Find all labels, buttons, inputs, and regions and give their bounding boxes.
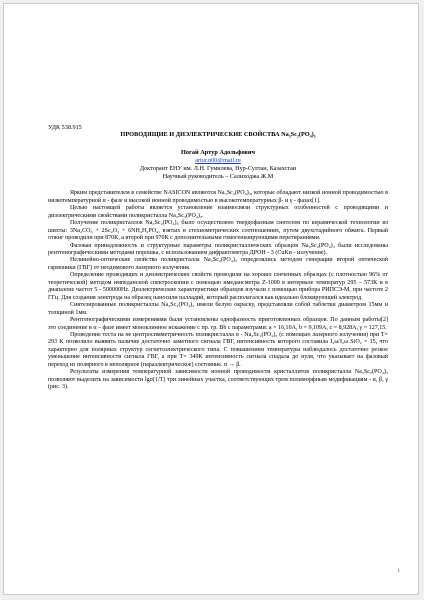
author-name: Ногай Артур Адольфович [180,149,256,157]
scientific-advisor: Научный руководитель – Салиходжа Ж.М [162,172,274,180]
paragraph-impedance: Определение проводящих и диэлектрических свойств проводили на хорошо спеченных образцах (с плотностью 96% от теоретической) методом импедансной спектроскопии с помощью имеданcметра Z-1000 в интервале температур 295 – 573К и в диапазоне частот 5 - 500000Hz. Диэлектрические характеристики образцов изучали с помощью прибора РИПСЭ-М, при частоте 2 ГГц. Для создания электрода на образец наносили палладий, который располагался как идеально блокирующий электрод. [48,272,388,301]
document-page [3,3,419,595]
paragraph-synthesis: Получение поликристаллов Na₃Sc₂(PO₄)₃ было осуществлено твердофазным синтезом по керамической технологии из шихты: 3Na₂CO₃ + 2Sc₂O₃ + 6NH₄H₂PO₄, взятых в стехиометрических соотношениях, путем двухстадийного обжига. Первый отжиг проводили при 870К, а второй при 970К с дополнительными гомогенизирующими перетираниями. [48,220,388,242]
document-title: ПРОВОДЯЩИЕ И ДИЭЛЕКТРИЧЕСКИЕ СВОЙСТВА Na₃Sc₂(PO₄)₃ [120,131,316,139]
paragraph-goal: Целью настоящей работы является установление взаимосвязи структурных особенностей с проводящими и диэлектрическими свойствами поликристалла Na₃Sc₂(PO₄)₃. [48,205,388,219]
paragraph-shg-test: Проведение теста на не центросимметричность поликристалла α - Na₃Sc₂(PO₄)₃ (с помощью лазерного излучения) при T= 293 K позволило выявить наличие достаточно заметного сигнала ГВГ, интенсивность которого составила I₂ω/I₂ω SiO₂ = 15, что характерно для полярных структур сегнетоэлектрического типа. С повышением температуры наблюдалось достаточно резкое уменьшение интенсивности сигнала ГВГ, а при T= 349К интенсивность сигнала спадала до нуля, что указывает на фазовый переход из полярного в неполярное (параэлектрическое) состояние. α → β. [48,332,388,368]
paragraph-nonlinear: Нелинейно-оптические свойства поликристалла Na₃Sc₂(PO₄)₃ определялись методом генерации второй оптической гармоники (ГВГ) от неодимового лазерного излучения. [48,257,388,271]
document-body [48,124,388,392]
paragraph-structure: Рентгенографическими измерениями были установлены однофазность приготовленных образцов. По данным работы[2] это соединение в α – фазе имеет моноклинное искажение с пр. гр. Bb с параметрами: a = 16,10A, b = 9,109A, c = 8,928A, γ = 127,15. [48,317,388,331]
page-number: 1 [397,569,400,574]
paragraph-samples: Синтезированные поликристаллы Na₃Sc₂(PO₄)₃ имели белую окраску, представляли собой таблетки диаметром 15мм и толщиной 1мм. [48,302,388,316]
author-affiliation: Докторант ЕНУ им. Л.Н. Гумилева, Нур-Султан, Казахстан [139,164,297,172]
author-email-link[interactable]: artur.n00@mail.ru [195,157,241,165]
paragraph-xray: Фазовая принадлежность и структурные параметры поликристаллических образцов Na₃Sc₂(PO₄)₃ были исследованы рентгенографическими методами порошка, с использованием дифрактометра ДРОН - 3 (CuKα - излучение). [48,242,388,257]
udc-code: УДК 538.915 [48,124,82,131]
paragraph-intro: Ярким представителем в семействе NASICON являются Na₃Sc₂(PO₄)₃, которые обладают низкой ионной проводимостью в низкотемпературной α - фазе и высокой ионной проводимостью в высокотемпературных β- и γ - фазах[1]. [48,190,388,204]
paragraph-conductivity: Результаты измерения температурной зависимости ионной проводимости кристаллитов поликристалла Na₃Sc₂(PO₄)₃ позволяют выделить на зависимости lgσ(1/T) три линейных участка, соответствующих трем полиморфным модификациям - α, β, γ (рис. 3). [48,369,388,391]
